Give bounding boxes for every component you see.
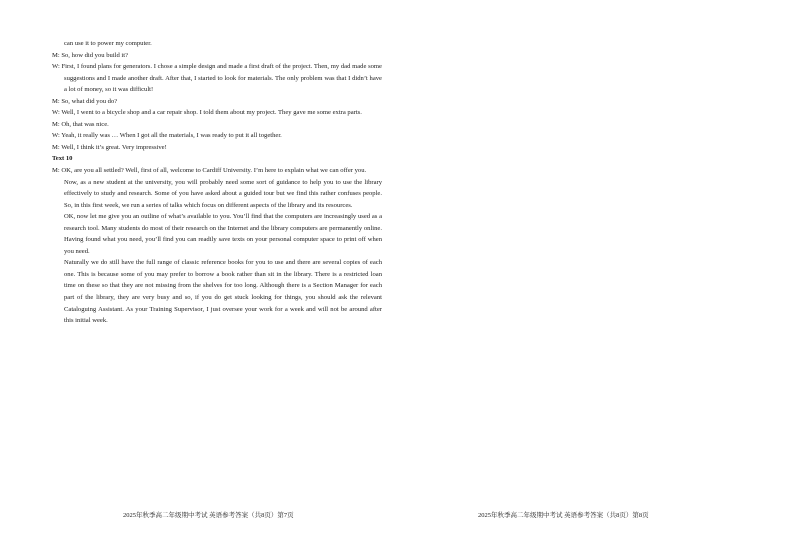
dialog-line: M: So, what did you do?	[52, 97, 118, 105]
dialog-line: W: First, I found plans for generators. I chose a simple design and made a first draft of the project. Then, my dad made some suggestions and I made another draft. After that, I started to look for materials. The only problem was that I didn’t have a lot of money, so it was difficult!	[52, 63, 382, 94]
dialog-line: M: OK, are you all settled? Well, first of all, welcome to Cardiff University. I’m here to explain what we can offer you.	[52, 167, 367, 175]
paragraph: Naturally we do still have the full range of classic reference books for you to use and there are several copies of each one. This is because some of you may prefer to borrow a book rather than sit in the library. There is a restricted loan time on these so that they are not missing from the shelves for too long. Although there is a Section Manager for each part of the library, they are very busy and so, if you do get stuck looking for things, you should ask the relevant Cataloguing Assistant. As your Training Supervisor, I just oversee your work for a week and will not be around after this initial week.	[64, 259, 382, 325]
text-line: can use it to power my computer.	[64, 40, 152, 47]
dialog-line: W: Yeah, it really was … When I got all the materials, I was ready to put it all together.	[52, 132, 282, 140]
page-right	[400, 0, 800, 555]
paragraph: Now, as a new student at the university, you will probably need some sort of guidance to help you to use the library effectively to study and research. Some of you have asked about a guided tour but we find this rather confuses people. So, in this first week, we run a series of talks which focus on different aspects of the library and its resources.	[64, 178, 382, 209]
dialog-line: M: Well, I think it’s great. Very impressive!	[52, 143, 167, 151]
page-footer-left: 2025年秋季高二年级期中考试 英语参考答案（共8页）第7页	[123, 512, 294, 519]
dialog-line: M: Oh, that was nice.	[52, 120, 109, 128]
dialog-line: M: So, how did you build it?	[52, 51, 129, 59]
dialog-line: W: Well, I went to a bicycle shop and a car repair shop. I told them about my project. They gave me some extra parts.	[52, 109, 362, 117]
page-footer-right: 2025年秋季高二年级期中考试 英语参考答案（共8页）第8页	[478, 512, 649, 519]
section-heading: Text 10	[52, 155, 73, 163]
page-left-content	[52, 38, 382, 327]
paragraph: OK, now let me give you an outline of what’s available to you. You’ll find that the computers are increasingly used as a research tool. Many students do most of their research on the Internet and the library computers are permanently online. Having found what you need, you’ll find you can readily save texts on your personal computer space to print off when you need.	[64, 213, 382, 255]
